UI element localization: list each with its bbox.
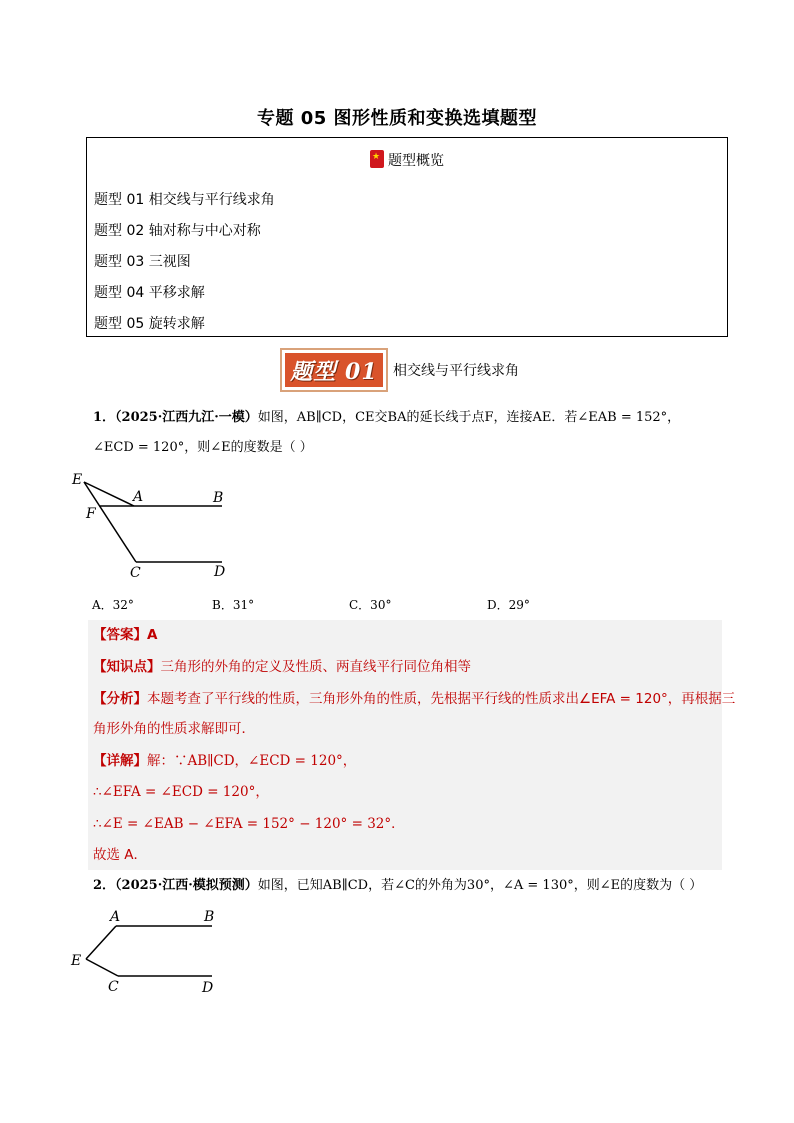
book-icon: [370, 150, 384, 168]
overview-item-2: 题型 02 轴对称与中心对称: [94, 223, 261, 239]
answer-line: [93, 626, 157, 644]
q1-figure: [66, 468, 246, 583]
detail-line-2: ∴∠EFA = ∠ECD = 120°，: [93, 784, 269, 800]
overview-header: [87, 150, 727, 170]
label-C: C: [108, 979, 119, 995]
label-A: A: [110, 909, 121, 925]
label-B: B: [213, 490, 224, 506]
choice-c[interactable]: C．30°: [349, 598, 392, 612]
q2-text: 如图，已知AB∥CD，若∠C的外角为30°，∠A = 130°，则∠E的度数为（ ）: [257, 878, 703, 893]
analysis-line-2: 角形外角的性质求解即可．: [93, 721, 255, 737]
q1-number: 1．: [93, 410, 116, 425]
label-A: A: [133, 489, 144, 505]
choice-d[interactable]: D．29°: [487, 598, 530, 612]
page-title: 专题 05 图形性质和变换选填题型: [256, 108, 538, 129]
label-D: D: [202, 980, 214, 996]
q1-line1-text: 如图，AB∥CD，CE交BA的延长线于点F，连接AE．若∠EAB = 152°，: [257, 410, 681, 425]
type-banner-badge: 题型 01: [285, 353, 383, 387]
detail-line-3: ∴∠E = ∠EAB − ∠EFA = 152° − 120° = 32°．: [93, 816, 405, 832]
overview-header-label: 题型概览: [388, 153, 444, 169]
label-B: B: [204, 909, 215, 925]
q2-source: （2025·江西·模拟预测）: [115, 878, 258, 893]
kp-tag: 【知识点】: [93, 659, 161, 675]
overview-item-5: 题型 05 旋转求解: [94, 316, 205, 332]
q2-figure: [66, 904, 236, 999]
answer-tag: 【答案】: [93, 627, 147, 643]
q1-source: （2025·江西九江·一模）: [115, 410, 258, 425]
overview-item-3: 题型 03 三视图: [94, 254, 191, 270]
line-EA: [86, 926, 116, 959]
detail-line-1: [93, 752, 356, 770]
choice-b[interactable]: B．31°: [212, 598, 255, 612]
choice-a[interactable]: A．32°: [92, 598, 134, 612]
line-EC: [86, 959, 118, 976]
detail-tag: 【详解】: [93, 753, 147, 769]
type-banner: [280, 348, 388, 392]
analysis-tag: 【分析】: [93, 691, 147, 707]
label-E: E: [71, 953, 82, 969]
analysis-text-1: 本题考查了平行线的性质，三角形外角的性质，先根据平行线的性质求出∠EFA = 120°，再根据三: [147, 691, 736, 707]
q2-number: 2．: [93, 878, 116, 893]
overview-item-1: 题型 01 相交线与平行线求角: [94, 192, 275, 208]
knowledge-point-line: [93, 658, 471, 676]
overview-item-4: 题型 04 平移求解: [94, 285, 205, 301]
label-F: F: [86, 506, 96, 522]
conclusion-line: 故选 A．: [93, 847, 148, 863]
answer-value: A: [147, 627, 158, 643]
q2-line1: [93, 877, 702, 895]
label-C: C: [130, 565, 141, 581]
q1-line2: ∠ECD = 120°，则∠E的度数是（ ）: [93, 440, 313, 455]
q1-line1: [93, 409, 680, 427]
overview-box: [86, 137, 728, 337]
type-banner-label: 相交线与平行线求角: [393, 363, 519, 379]
label-E: E: [72, 472, 83, 488]
detail-text-1: 解：∵AB∥CD，∠ECD = 120°，: [147, 753, 357, 769]
kp-text: 三角形的外角的定义及性质、两直线平行同位角相等: [160, 659, 471, 675]
analysis-line-1: [93, 690, 735, 708]
label-D: D: [214, 564, 226, 580]
